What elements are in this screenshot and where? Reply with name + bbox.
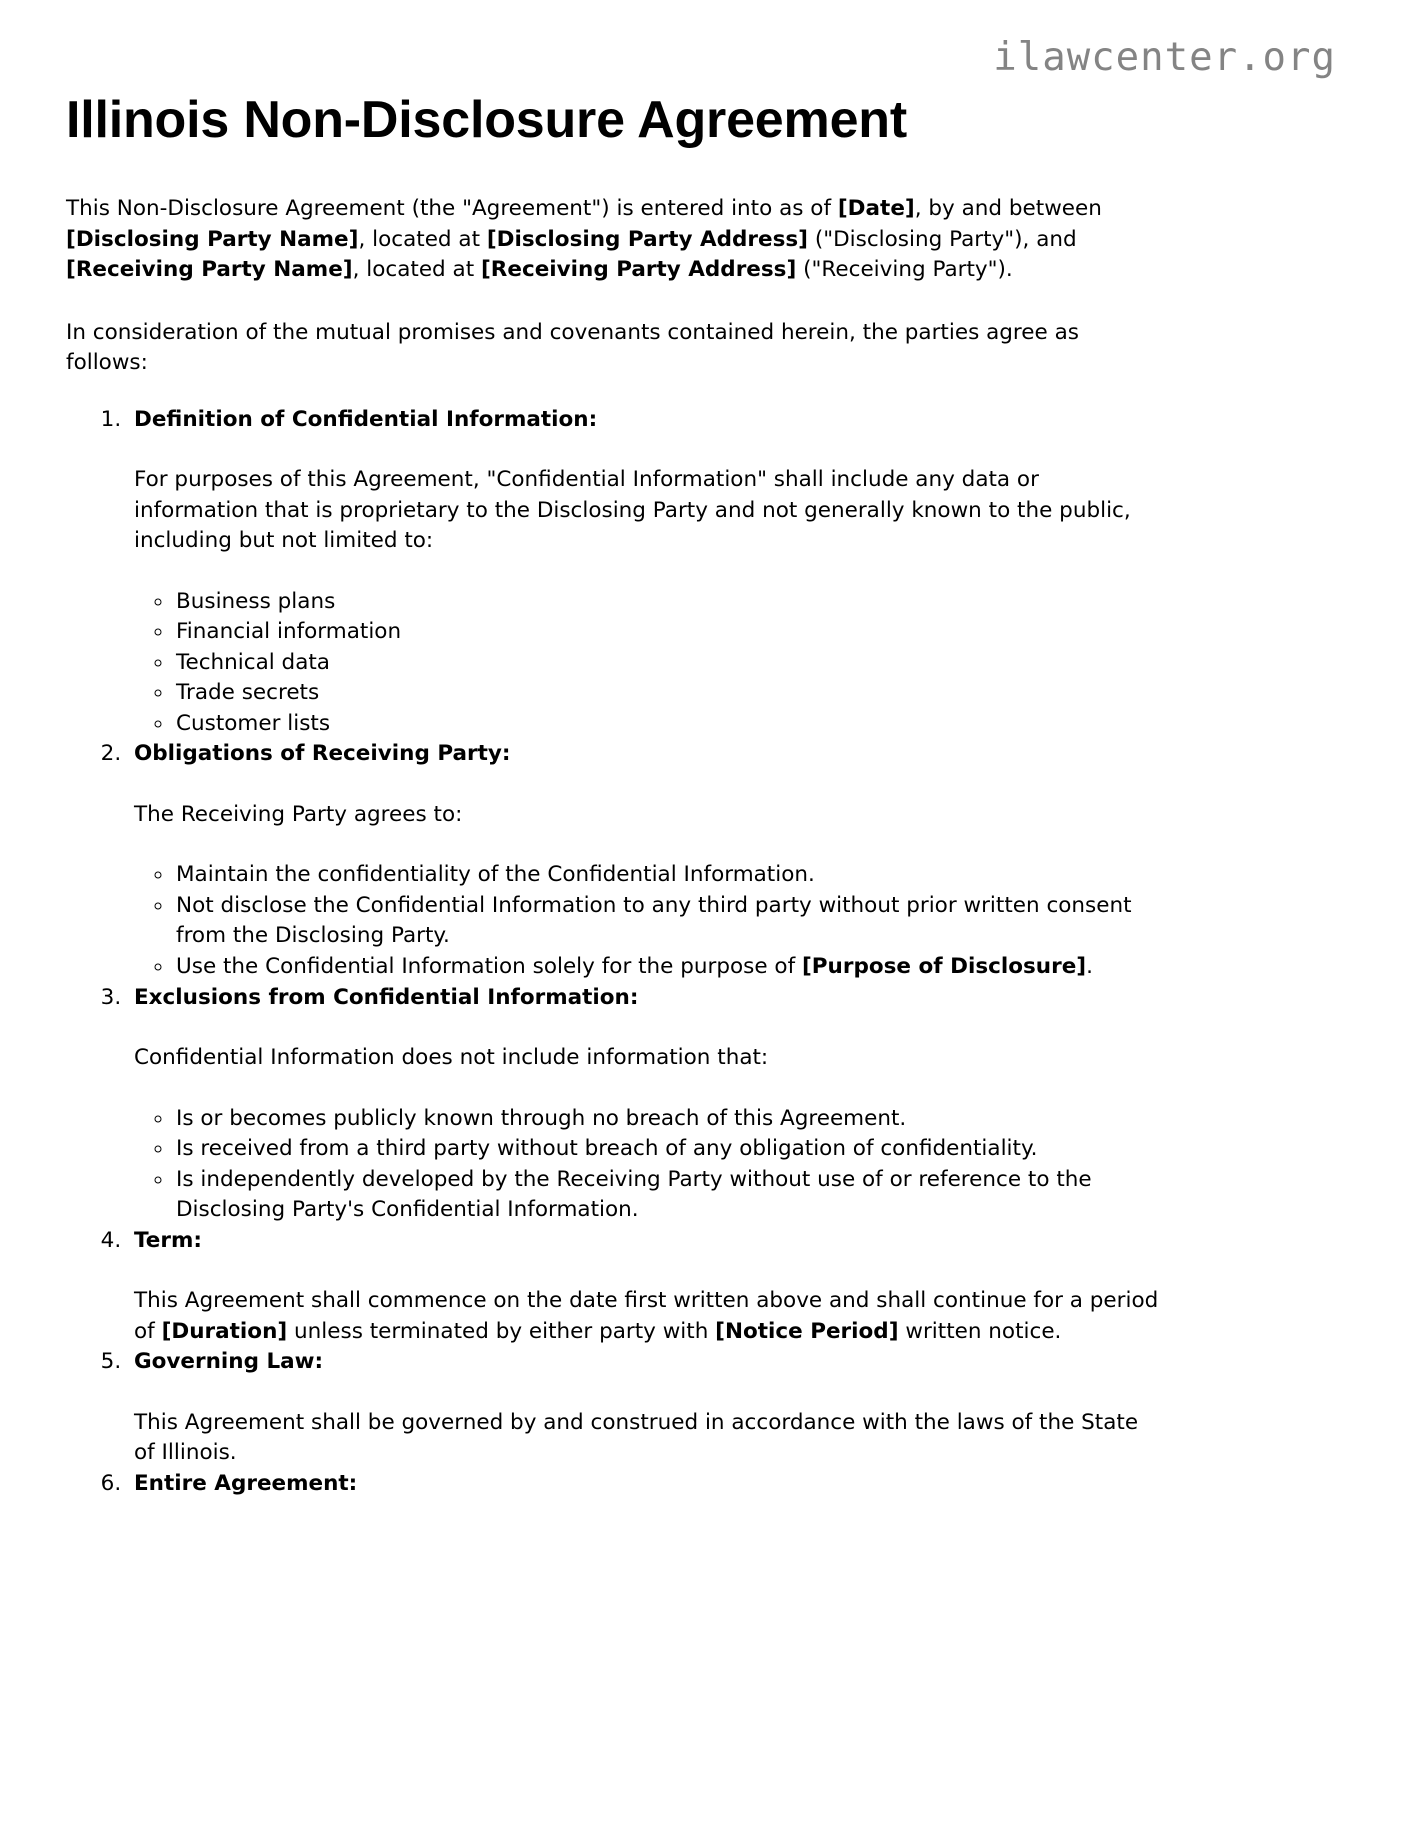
document-body (66, 194, 1161, 1499)
section-heading: 1. Definition of Confidential Information: (134, 406, 598, 432)
bullet-text-2: . (1086, 953, 1093, 979)
intro-paragraph-consideration: In consideration of the mutual promises and covenants contained herein, the parties agree as follows: (66, 319, 1079, 376)
placeholder-disclosing-party-address: [Disclosing Party Address] (486, 226, 809, 252)
list-item: ◦ Maintain the confidentiality of the Confidential Information. (174, 860, 1161, 891)
placeholder-purpose-of-disclosure: [Purpose of Disclosure] (801, 953, 1087, 979)
section-bullet-list (134, 860, 1161, 982)
placeholder-date: [Date] (837, 196, 915, 222)
list-item: ◦ Trade secrets (174, 678, 1161, 709)
sections-list (66, 405, 1161, 1499)
intro-text-3: , located at (358, 226, 487, 252)
section-item-governing-law (128, 1347, 1161, 1469)
section-heading: 5. Governing Law: (134, 1349, 324, 1375)
intro-paragraph-parties (66, 194, 1161, 286)
section-item-obligations (128, 739, 1161, 982)
term-text-3: written notice. (898, 1318, 1062, 1344)
section-paragraph: This Agreement shall be governed by and construed in accordance with the laws of the State of Illinois. (134, 1409, 1139, 1466)
placeholder-receiving-party-address: [Receiving Party Address] (480, 257, 797, 283)
placeholder-receiving-party-name: [Receiving Party Name] (66, 257, 353, 283)
section-heading: 3. Exclusions from Confidential Information: (134, 984, 639, 1010)
section-heading: 6. Entire Agreement: (134, 1470, 358, 1496)
intro-text-5: , located at (352, 257, 481, 283)
intro-text-1: This Non-Disclosure Agreement (the "Agreement") is entered into as of (66, 196, 838, 222)
list-item: ◦ Is received from a third party without breach of any obligation of confidentiality. (174, 1134, 1161, 1165)
section-bullet-list (134, 587, 1161, 740)
section-heading: 2. Obligations of Receiving Party: (134, 741, 511, 767)
list-item: ◦ Financial information (174, 617, 1161, 648)
list-item: ◦ Technical data (174, 648, 1161, 679)
section-item-term (128, 1226, 1161, 1348)
placeholder-disclosing-party-name: [Disclosing Party Name] (66, 226, 359, 252)
placeholder-notice-period: [Notice Period] (715, 1318, 899, 1344)
intro-text-4: ("Disclosing Party"), and (808, 226, 1077, 252)
term-text-2: unless terminated by either party with (287, 1318, 716, 1344)
section-paragraph (134, 1286, 1161, 1347)
bullet-text-1: Use the Confidential Information solely for the purpose of (176, 953, 802, 979)
list-item: ◦ Is independently developed by the Receiving Party without use of or reference to the Disclosing Party's Confidential Information. (174, 1165, 1161, 1226)
section-paragraph: For purposes of this Agreement, "Confidential Information" shall include any data or information that is proprietary to the Disclosing Party and not generally known to the public, including but not limited to: (134, 467, 1131, 554)
section-heading: 4. Term: (134, 1227, 202, 1253)
section-paragraph: The Receiving Party agrees to: (134, 801, 463, 827)
intro-text-2: , by and between (914, 196, 1102, 222)
term-text-1: This Agreement shall commence on the date first written above and shall continue for a period of (134, 1288, 1159, 1344)
section-paragraph: Confidential Information does not include information that: (134, 1045, 769, 1071)
section-item-definition (128, 405, 1161, 740)
section-item-entire-agreement (128, 1469, 1161, 1500)
list-item: ◦ Is or becomes publicly known through no breach of this Agreement. (174, 1104, 1161, 1135)
list-item (174, 952, 1161, 983)
section-item-exclusions (128, 983, 1161, 1226)
list-item: ◦ Business plans (174, 587, 1161, 618)
page-title: Illinois Non-Disclosure Agreement (66, 91, 907, 149)
section-bullet-list (134, 1104, 1161, 1226)
placeholder-duration: [Duration] (161, 1318, 288, 1344)
list-item: ◦ Not disclose the Confidential Information to any third party without prior written consent from the Disclosing Party. (174, 891, 1161, 952)
site-watermark: ilawcenter.org (993, 35, 1336, 80)
list-item: ◦ Customer lists (174, 709, 1161, 740)
intro-text-6: ("Receiving Party"). (796, 257, 1013, 283)
